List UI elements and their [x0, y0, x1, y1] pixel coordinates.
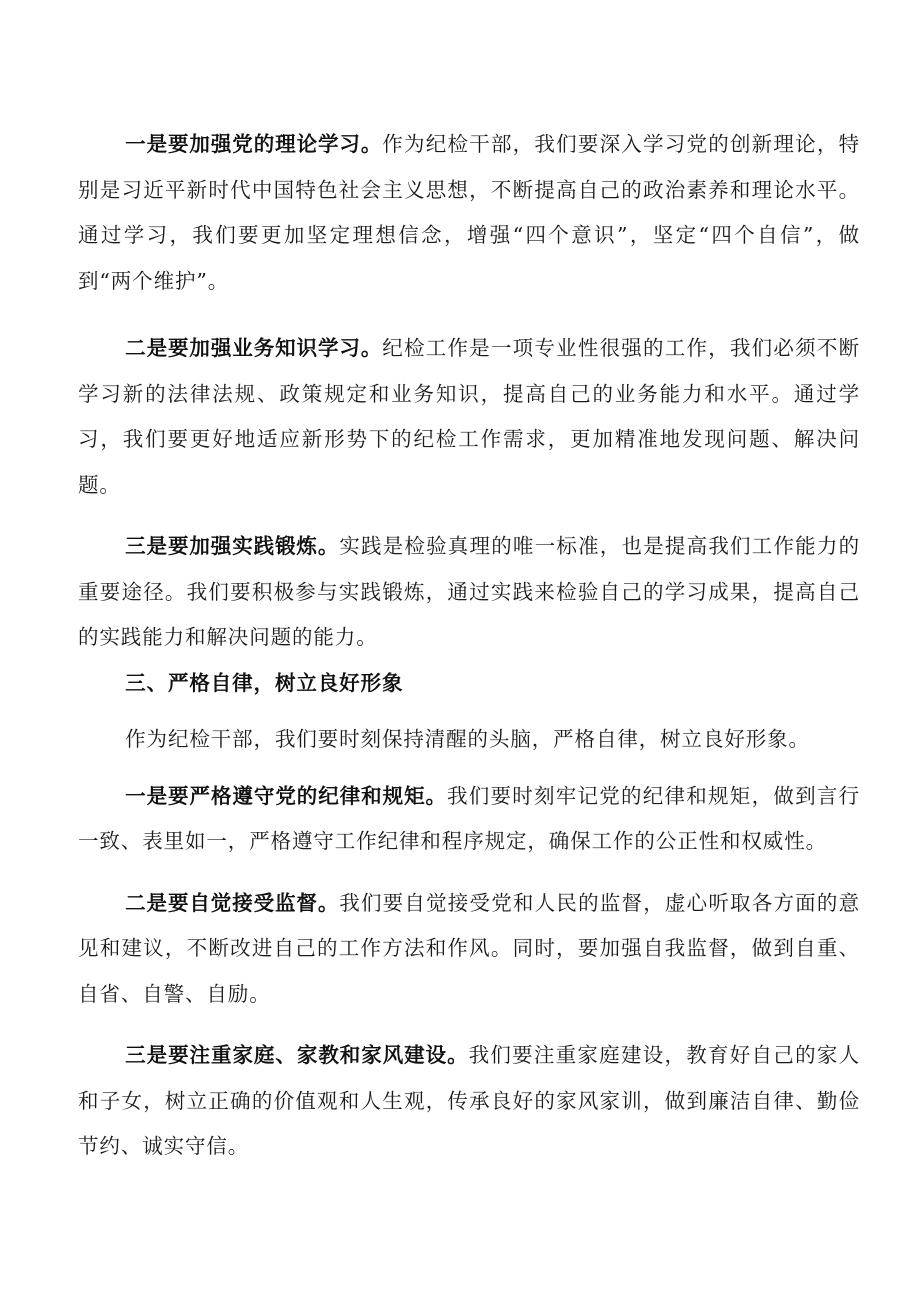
paragraph-family-tradition [78, 1033, 860, 1170]
paragraph-practice [78, 524, 860, 661]
document-body [78, 122, 860, 1170]
paragraph-text: 我们要自觉接受党和人民的监督，虚心听取各方面的意见和建议，不断改进自己的工作方法和作风。同时，要加强自我监督，做到自重、自省、自警、自励。 [78, 890, 860, 1006]
paragraph-lead: 二是要加强业务知识学习。 [125, 336, 383, 360]
section-intro: 作为纪检干部，我们要时刻保持清醒的头脑，严格自律，树立良好形象。 [125, 727, 810, 751]
paragraph-text: 我们要注重家庭建设，教育好自己的家人和子女，树立正确的价值观和人生观，传承良好的家风家训，做到廉洁自律、勤俭节约、诚实守信。 [78, 1043, 860, 1158]
paragraph-discipline-rules [78, 774, 860, 865]
paragraph-text: 纪检工作是一项专业性很强的工作，我们必须不断学习新的法律法规、政策规定和业务知识，提高自己的业务能力和水平。通过学习，我们要更好地适应新形势下的纪检工作需求，更加精准地发现问题、解决问题。 [78, 336, 860, 497]
paragraph-party-theory [78, 122, 860, 304]
paragraph-supervision [78, 881, 860, 1018]
paragraph-lead: 三是要加强实践锻炼。 [125, 534, 340, 558]
paragraph-text: 作为纪检干部，我们要深入学习党的创新理论，特别是习近平新时代中国特色社会主义思想，不断提高自己的政治素养和理论水平。通过学习，我们要更加坚定理想信念，增强“四个意识”，坚定“四个自信”，做到“两个维护”。 [78, 132, 860, 293]
paragraph-text: 实践是检验真理的唯一标准，也是提高我们工作能力的重要途径。我们要积极参与实践锻炼，通过实践来检验自己的学习成果，提高自己的实践能力和解决问题的能力。 [78, 534, 860, 649]
paragraph-text: 我们要时刻牢记党的纪律和规矩，做到言行一致、表里如一，严格遵守工作纪律和程序规定，确保工作的公正性和权威性。 [78, 783, 860, 853]
paragraph-lead: 三是要注重家庭、家教和家风建设。 [125, 1043, 469, 1067]
paragraph-lead: 一是要加强党的理论学习。 [125, 132, 383, 156]
paragraph-business-knowledge [78, 326, 860, 508]
paragraph-lead: 一是要严格遵守党的纪律和规矩。 [125, 783, 447, 808]
section-heading: 三、严格自律，树立良好形象 [125, 670, 404, 695]
paragraph-lead: 二是要自觉接受监督。 [125, 890, 340, 915]
